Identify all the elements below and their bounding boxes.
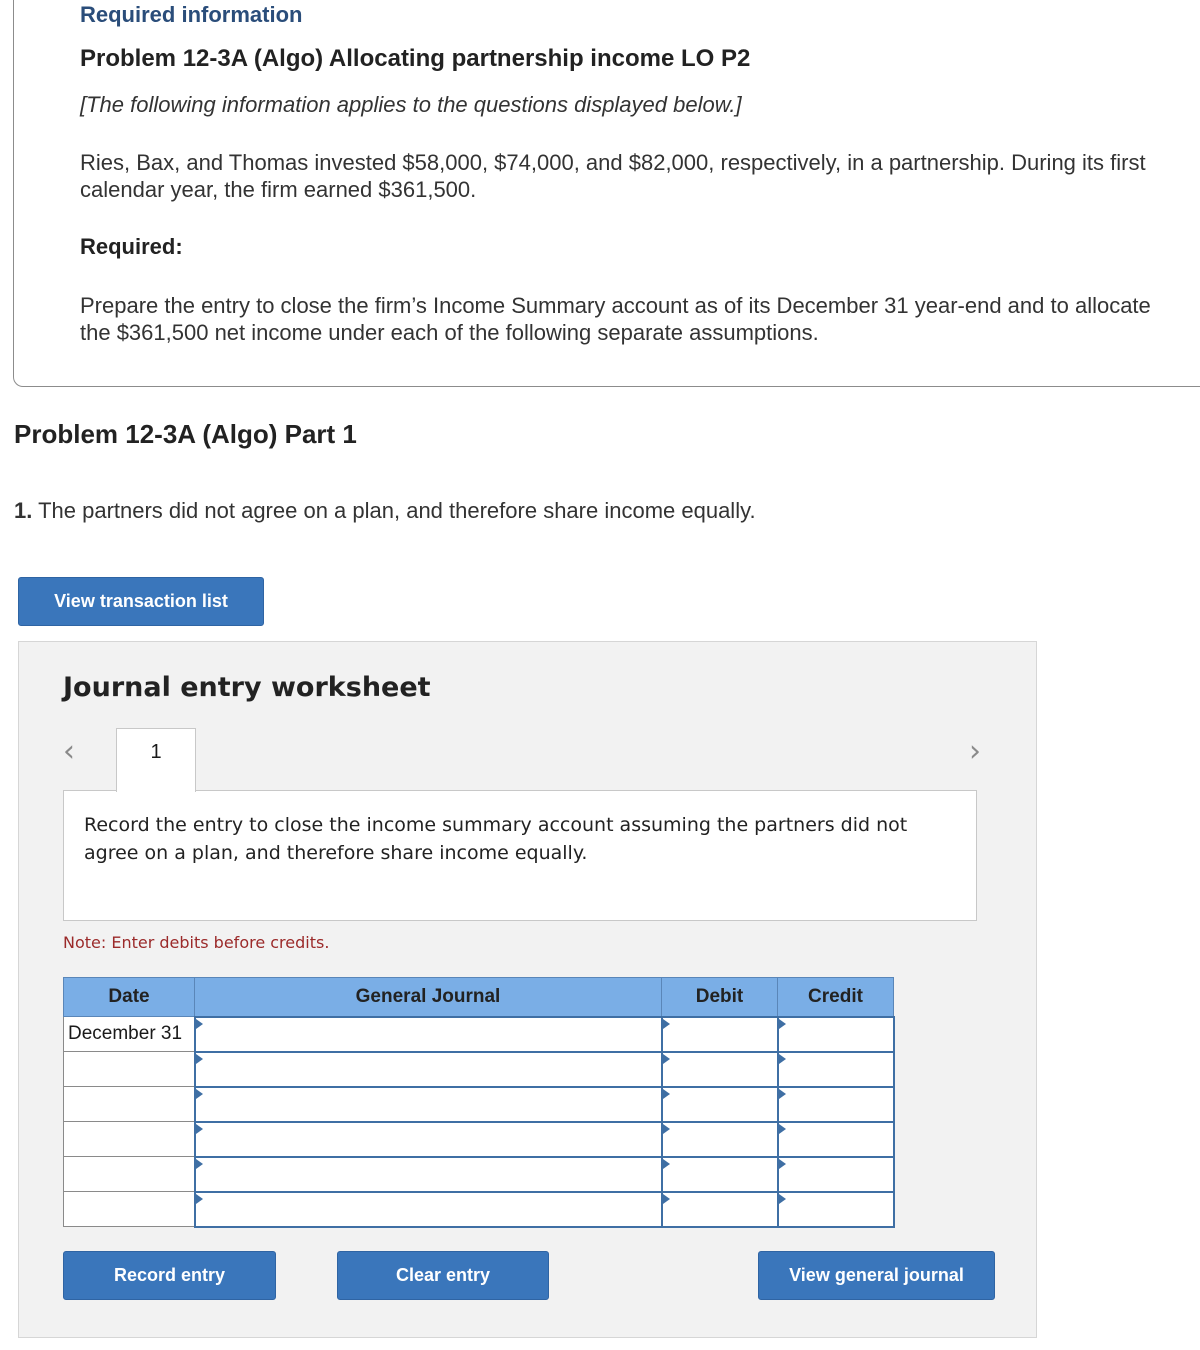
question-text xyxy=(14,498,756,524)
part-title: Problem 12-3A (Algo) Part 1 xyxy=(14,419,357,449)
table-row xyxy=(64,1087,894,1122)
input-marker-icon xyxy=(663,1089,670,1099)
dropdown-marker-icon xyxy=(196,1019,203,1029)
dropdown-marker-icon xyxy=(196,1124,203,1134)
debit-input[interactable] xyxy=(662,1192,778,1227)
input-marker-icon xyxy=(779,1019,786,1029)
journal-table-header xyxy=(64,978,894,1017)
worksheet-tab-1[interactable] xyxy=(116,728,196,792)
credit-input[interactable] xyxy=(778,1052,894,1087)
date-cell[interactable]: December 31 xyxy=(64,1017,195,1052)
debit-input[interactable] xyxy=(662,1157,778,1192)
debit-input[interactable] xyxy=(662,1017,778,1052)
debit-input[interactable] xyxy=(662,1122,778,1157)
table-row xyxy=(64,1192,894,1227)
table-row xyxy=(64,1052,894,1087)
tab-label: 1 xyxy=(150,741,162,763)
view-transaction-list-button[interactable]: View transaction list xyxy=(18,577,264,626)
header-general-journal: General Journal xyxy=(195,978,662,1017)
account-select[interactable] xyxy=(195,1122,662,1157)
problem-description: Ries, Bax, and Thomas invested $58,000, $74,000, and $82,000, respectively, in a partnership. During its first calendar year, the firm earned $361,500. xyxy=(80,150,1146,202)
account-select[interactable] xyxy=(195,1017,662,1052)
date-cell[interactable] xyxy=(64,1122,195,1157)
instruction-text: Record the entry to close the income summary account assuming the partners did not agree on a plan, and therefore share income equally. xyxy=(84,814,908,864)
record-entry-button[interactable]: Record entry xyxy=(63,1251,276,1300)
question-body: The partners did not agree on a plan, and therefore share income equally. xyxy=(32,498,756,523)
date-cell[interactable] xyxy=(64,1052,195,1087)
instruction-box xyxy=(63,790,977,921)
chevron-right-icon[interactable]: › xyxy=(969,734,981,769)
credit-input[interactable] xyxy=(778,1017,894,1052)
input-marker-icon xyxy=(779,1054,786,1064)
input-marker-icon xyxy=(779,1194,786,1204)
account-select[interactable] xyxy=(195,1052,662,1087)
required-information-header: Required information xyxy=(80,2,303,27)
debit-input[interactable] xyxy=(662,1052,778,1087)
credit-input[interactable] xyxy=(778,1157,894,1192)
account-select[interactable] xyxy=(195,1157,662,1192)
debits-note: Note: Enter debits before credits. xyxy=(63,933,330,952)
date-cell[interactable] xyxy=(64,1192,195,1227)
dropdown-marker-icon xyxy=(196,1089,203,1099)
header-credit: Credit xyxy=(778,978,894,1017)
required-label: Required: xyxy=(80,234,183,259)
dropdown-marker-icon xyxy=(196,1054,203,1064)
view-general-journal-button[interactable]: View general journal xyxy=(758,1251,995,1300)
problem-title: Problem 12-3A (Algo) Allocating partnership income LO P2 xyxy=(80,45,751,72)
required-text: Prepare the entry to close the firm’s Income Summary account as of its December 31 year-end and to allocate the $361,500 net income under each of the following separate assumptions. xyxy=(80,293,1151,345)
account-select[interactable] xyxy=(195,1087,662,1122)
input-marker-icon xyxy=(779,1089,786,1099)
input-marker-icon xyxy=(663,1124,670,1134)
header-debit: Debit xyxy=(662,978,778,1017)
dropdown-marker-icon xyxy=(196,1194,203,1204)
date-cell[interactable] xyxy=(64,1157,195,1192)
dropdown-marker-icon xyxy=(196,1159,203,1169)
chevron-left-icon[interactable]: ‹ xyxy=(63,734,75,769)
credit-input[interactable] xyxy=(778,1192,894,1227)
worksheet-title: Journal entry worksheet xyxy=(63,672,431,703)
header-date: Date xyxy=(64,978,195,1017)
clear-entry-button[interactable]: Clear entry xyxy=(337,1251,549,1300)
journal-table xyxy=(63,977,895,1228)
info-note: [The following information applies to the questions displayed below.] xyxy=(80,92,742,117)
date-cell[interactable] xyxy=(64,1087,195,1122)
table-row xyxy=(64,1157,894,1192)
table-row xyxy=(64,1122,894,1157)
credit-input[interactable] xyxy=(778,1122,894,1157)
table-row xyxy=(64,1017,894,1052)
journal-entry-worksheet xyxy=(18,641,1037,1338)
input-marker-icon xyxy=(663,1054,670,1064)
input-marker-icon xyxy=(663,1159,670,1169)
input-marker-icon xyxy=(779,1159,786,1169)
debit-input[interactable] xyxy=(662,1087,778,1122)
input-marker-icon xyxy=(779,1124,786,1134)
input-marker-icon xyxy=(663,1019,670,1029)
input-marker-icon xyxy=(663,1194,670,1204)
credit-input[interactable] xyxy=(778,1087,894,1122)
account-select[interactable] xyxy=(195,1192,662,1227)
question-number: 1. xyxy=(14,498,33,523)
